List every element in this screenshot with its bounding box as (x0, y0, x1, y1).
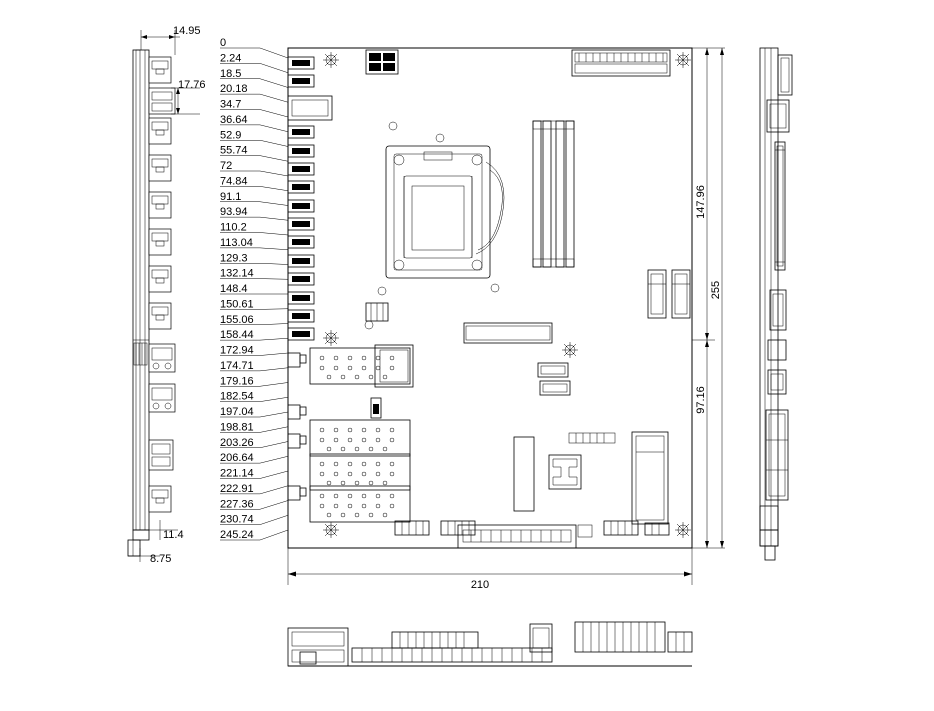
rj45-connector-stack (149, 57, 175, 329)
right-side-elevation-view (760, 48, 792, 560)
dim-leader-angle (260, 279, 288, 280)
dim-leader-angle (260, 248, 288, 250)
cpu-mount-hole (365, 321, 373, 329)
perforated-card-4 (288, 486, 410, 522)
side-dimm-profile (775, 142, 785, 270)
dim-leader-angle (260, 263, 288, 264)
dim-label-ladder: 0 (220, 37, 227, 49)
dim-top-width (141, 25, 201, 55)
dim-overall-height (710, 48, 724, 548)
dim-label-ladder: 18.5 (220, 67, 242, 80)
dim-label-ladder: 113.04 (220, 236, 253, 249)
sata-connectors (648, 270, 690, 318)
dim-label-ladder: 174.71 (220, 359, 254, 372)
dim-label-connector-height: 17.76 (178, 79, 206, 91)
dim-bottom-a (149, 520, 184, 541)
perforated-card-1 (288, 348, 410, 384)
dim-label-top-width: 14.95 (173, 25, 201, 37)
dim-leader-angle (260, 48, 288, 58)
dim-leader-angle (260, 79, 288, 88)
dim-label-bottom-b: 8.75 (150, 553, 172, 565)
dim-label-ladder: 182.54 (220, 390, 254, 403)
dim-label-ladder: 179.16 (220, 375, 254, 388)
chipset-package (375, 345, 413, 387)
dimension-ladder (220, 37, 288, 541)
dim-leader-angle (260, 515, 288, 524)
rail-hatch-marks (133, 340, 149, 365)
dim-label-ladder: 91.1 (220, 190, 242, 203)
bottom-headers (395, 521, 669, 548)
dim-leader-angle (260, 486, 288, 494)
front-edge-elevation-view (288, 622, 692, 666)
dim-label-ladder: 198.81 (220, 421, 254, 434)
dim-leader-angle (260, 324, 288, 325)
right-dimension-stack (692, 48, 725, 548)
dim-bottom-b (128, 548, 171, 565)
cpu-socket (386, 146, 504, 278)
dim-leader-angle (260, 501, 288, 510)
dim-leader-angle (260, 427, 288, 433)
dim-leader-angle (260, 353, 288, 356)
cpu-mount-hole (436, 134, 444, 142)
dim-leader-angle (260, 156, 288, 162)
dim-label-ladder: 72 (220, 160, 233, 172)
atx-4pin-connector (366, 50, 398, 74)
dim-leader-angle (260, 397, 288, 401)
pcie-slot (632, 432, 668, 524)
dim-label-ladder: 155.06 (220, 313, 254, 326)
dim-leader-angle (260, 471, 288, 479)
dim-leader-angle (260, 233, 288, 236)
dim-label-ladder: 55.74 (220, 144, 248, 157)
dim-overall-width (288, 548, 692, 591)
dim-label-ladder: 129.3 (220, 252, 248, 265)
dim-leader-angle (260, 442, 288, 448)
cpu-mount-hole (389, 122, 397, 130)
dim-label-ladder: 2.24 (220, 52, 242, 65)
dimm-slots (533, 121, 574, 267)
plan-io-connectors (288, 57, 332, 340)
dim-label-lower-height: 97.16 (695, 386, 707, 414)
left-io-elevation-view (128, 25, 206, 565)
vertical-component (514, 437, 534, 511)
dim-label-ladder: 34.7 (220, 98, 242, 111)
cpu-mount-hole (491, 284, 499, 292)
cpu-mount-hole (378, 287, 386, 295)
dim-label-ladder: 150.61 (220, 298, 254, 311)
dim-leader-angle (260, 338, 288, 340)
top-plan-view (288, 48, 692, 548)
dim-leader-angle (260, 202, 288, 206)
dim-label-ladder: 197.04 (220, 406, 254, 418)
dim-label-ladder: 206.64 (220, 452, 254, 465)
dim-label-ladder: 230.74 (220, 513, 254, 526)
dim-label-ladder: 74.84 (220, 175, 248, 188)
dim-leader-angle (260, 217, 288, 220)
dim-leader-angle (260, 383, 288, 387)
atx-24pin-connector (572, 50, 670, 76)
dim-label-ladder: 221.14 (220, 467, 254, 480)
dim-connector-height (171, 79, 206, 114)
dim-leader-angle (260, 94, 288, 102)
perforated-card-3 (288, 434, 410, 490)
dim-label-ladder: 36.64 (220, 113, 248, 126)
dim-label-ladder: 132.14 (220, 267, 254, 280)
dim-label-ladder: 148.4 (220, 283, 248, 295)
dim-label-ladder: 245.24 (220, 529, 254, 541)
side-card-profile (766, 410, 788, 500)
dim-leader-angle (260, 412, 288, 417)
dim-leader-angle (260, 140, 288, 146)
dim-leader-angle (260, 368, 288, 371)
round-socket (549, 455, 581, 489)
dim-label-ladder: 203.26 (220, 436, 254, 449)
dim-label-ladder: 158.44 (220, 329, 254, 342)
smd-chip-row (569, 433, 615, 443)
dim-label-inner-height: 147.96 (695, 185, 707, 219)
serial-port-header (538, 363, 570, 395)
chipset-die (380, 350, 408, 382)
dim-lower-height (695, 340, 709, 548)
lower-io-connectors (149, 344, 175, 512)
dim-leader-angle (260, 171, 288, 176)
dim-label-ladder: 172.94 (220, 344, 254, 357)
dim-label-ladder: 93.94 (220, 206, 248, 219)
dim-label-ladder: 227.36 (220, 498, 254, 511)
dim-leader-angle (260, 309, 288, 310)
dim-leader-angle (260, 530, 288, 540)
dim-label-ladder: 20.18 (220, 83, 248, 96)
dim-leader-angle (260, 186, 288, 190)
dim-label-overall-height: 255 (710, 280, 722, 300)
dim-label-ladder: 110.2 (220, 221, 247, 234)
dim-inner-height (695, 48, 709, 340)
dim-leader-angle (260, 110, 288, 118)
dim-leader-angle (260, 456, 288, 463)
dim-label-ladder: 52.9 (220, 129, 242, 142)
perforated-card-2 (288, 405, 410, 456)
dim-leader-angle (260, 125, 288, 132)
dim-label-bottom-a: 11.4 (163, 529, 184, 541)
dim-label-overall-width: 210 (470, 579, 490, 591)
dim-leader-angle (260, 63, 288, 72)
dim-label-ladder: 222.91 (220, 482, 254, 495)
